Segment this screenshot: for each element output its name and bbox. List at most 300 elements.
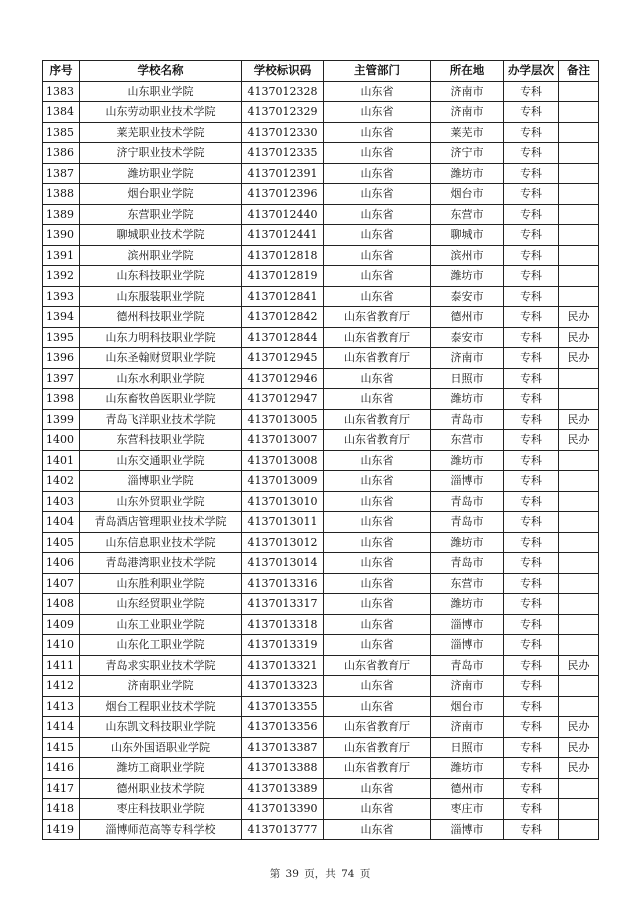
cell-level: 专科 xyxy=(504,307,559,328)
table-row xyxy=(43,81,599,102)
cell-department: 山东省 xyxy=(324,81,431,102)
cell-remark xyxy=(559,635,599,656)
cell-index: 1388 xyxy=(43,184,80,205)
cell-index: 1396 xyxy=(43,348,80,369)
cell-remark xyxy=(559,81,599,102)
cell-index: 1408 xyxy=(43,594,80,615)
cell-index: 1400 xyxy=(43,430,80,451)
cell-remark xyxy=(559,122,599,143)
cell-index: 1405 xyxy=(43,532,80,553)
cell-location: 潍坊市 xyxy=(431,389,504,410)
table-row xyxy=(43,676,599,697)
cell-location: 济南市 xyxy=(431,717,504,738)
cell-location: 烟台市 xyxy=(431,696,504,717)
cell-school-name: 青岛酒店管理职业技术学院 xyxy=(80,512,242,533)
cell-department: 山东省 xyxy=(324,245,431,266)
cell-school-name: 烟台职业学院 xyxy=(80,184,242,205)
cell-department: 山东省教育厅 xyxy=(324,655,431,676)
cell-level: 专科 xyxy=(504,676,559,697)
cell-school-name: 东营科技职业学院 xyxy=(80,430,242,451)
cell-school-name: 东营职业学院 xyxy=(80,204,242,225)
cell-department: 山东省 xyxy=(324,471,431,492)
cell-remark xyxy=(559,676,599,697)
footer-prefix: 第 xyxy=(269,868,281,880)
cell-remark: 民办 xyxy=(559,327,599,348)
cell-school-name: 山东职业学院 xyxy=(80,81,242,102)
cell-index: 1393 xyxy=(43,286,80,307)
cell-level: 专科 xyxy=(504,348,559,369)
table-row xyxy=(43,594,599,615)
cell-index: 1413 xyxy=(43,696,80,717)
cell-school-code: 4137012328 xyxy=(242,81,324,102)
table-row xyxy=(43,758,599,779)
header-index: 序号 xyxy=(43,61,80,82)
cell-level: 专科 xyxy=(504,327,559,348)
cell-school-code: 4137013777 xyxy=(242,819,324,840)
cell-school-code: 4137012819 xyxy=(242,266,324,287)
table-row xyxy=(43,696,599,717)
cell-location: 青岛市 xyxy=(431,655,504,676)
cell-school-name: 山东水利职业学院 xyxy=(80,368,242,389)
cell-school-name: 德州科技职业学院 xyxy=(80,307,242,328)
cell-level: 专科 xyxy=(504,286,559,307)
cell-location: 德州市 xyxy=(431,307,504,328)
cell-level: 专科 xyxy=(504,573,559,594)
cell-remark: 民办 xyxy=(559,430,599,451)
cell-location: 德州市 xyxy=(431,778,504,799)
cell-index: 1411 xyxy=(43,655,80,676)
cell-index: 1412 xyxy=(43,676,80,697)
table-row xyxy=(43,327,599,348)
cell-level: 专科 xyxy=(504,122,559,143)
cell-remark xyxy=(559,532,599,553)
cell-department: 山东省 xyxy=(324,676,431,697)
cell-remark: 民办 xyxy=(559,655,599,676)
cell-school-code: 4137012329 xyxy=(242,102,324,123)
cell-index: 1406 xyxy=(43,553,80,574)
cell-location: 日照市 xyxy=(431,737,504,758)
table-row xyxy=(43,184,599,205)
table-row xyxy=(43,368,599,389)
cell-level: 专科 xyxy=(504,512,559,533)
cell-school-name: 淄博职业学院 xyxy=(80,471,242,492)
cell-location: 潍坊市 xyxy=(431,532,504,553)
table-row xyxy=(43,655,599,676)
footer-page-number: 39 xyxy=(285,868,299,880)
cell-level: 专科 xyxy=(504,471,559,492)
cell-remark xyxy=(559,225,599,246)
cell-school-code: 4137012391 xyxy=(242,163,324,184)
cell-remark xyxy=(559,450,599,471)
table-row xyxy=(43,122,599,143)
cell-index: 1394 xyxy=(43,307,80,328)
table-row xyxy=(43,143,599,164)
cell-remark xyxy=(559,512,599,533)
table-row xyxy=(43,573,599,594)
cell-level: 专科 xyxy=(504,758,559,779)
cell-school-code: 4137012947 xyxy=(242,389,324,410)
cell-index: 1401 xyxy=(43,450,80,471)
cell-school-name: 山东科技职业学院 xyxy=(80,266,242,287)
cell-location: 泰安市 xyxy=(431,327,504,348)
cell-school-code: 4137013388 xyxy=(242,758,324,779)
cell-department: 山东省 xyxy=(324,143,431,164)
cell-department: 山东省教育厅 xyxy=(324,758,431,779)
cell-remark xyxy=(559,553,599,574)
cell-school-code: 4137012818 xyxy=(242,245,324,266)
cell-remark xyxy=(559,799,599,820)
cell-remark xyxy=(559,286,599,307)
cell-department: 山东省教育厅 xyxy=(324,327,431,348)
cell-remark xyxy=(559,471,599,492)
cell-school-code: 4137013318 xyxy=(242,614,324,635)
cell-remark xyxy=(559,102,599,123)
cell-remark xyxy=(559,143,599,164)
cell-level: 专科 xyxy=(504,491,559,512)
cell-level: 专科 xyxy=(504,204,559,225)
cell-index: 1414 xyxy=(43,717,80,738)
cell-department: 山东省 xyxy=(324,553,431,574)
cell-level: 专科 xyxy=(504,81,559,102)
table-row xyxy=(43,225,599,246)
cell-school-name: 青岛飞洋职业技术学院 xyxy=(80,409,242,430)
cell-remark: 民办 xyxy=(559,717,599,738)
table-row xyxy=(43,409,599,430)
cell-school-code: 4137013012 xyxy=(242,532,324,553)
table-row xyxy=(43,717,599,738)
cell-remark xyxy=(559,819,599,840)
cell-school-name: 枣庄科技职业学院 xyxy=(80,799,242,820)
cell-school-name: 山东圣翰财贸职业学院 xyxy=(80,348,242,369)
cell-school-code: 4137012440 xyxy=(242,204,324,225)
cell-remark xyxy=(559,696,599,717)
cell-location: 淄博市 xyxy=(431,614,504,635)
cell-school-name: 山东化工职业学院 xyxy=(80,635,242,656)
cell-school-code: 4137012330 xyxy=(242,122,324,143)
cell-location: 聊城市 xyxy=(431,225,504,246)
cell-school-code: 4137013390 xyxy=(242,799,324,820)
cell-location: 泰安市 xyxy=(431,286,504,307)
cell-school-code: 4137012396 xyxy=(242,184,324,205)
cell-department: 山东省 xyxy=(324,491,431,512)
cell-level: 专科 xyxy=(504,532,559,553)
cell-remark xyxy=(559,204,599,225)
cell-location: 潍坊市 xyxy=(431,594,504,615)
cell-location: 潍坊市 xyxy=(431,758,504,779)
cell-department: 山东省教育厅 xyxy=(324,409,431,430)
cell-level: 专科 xyxy=(504,450,559,471)
cell-index: 1392 xyxy=(43,266,80,287)
cell-school-code: 4137013005 xyxy=(242,409,324,430)
cell-remark: 民办 xyxy=(559,758,599,779)
cell-remark xyxy=(559,491,599,512)
cell-level: 专科 xyxy=(504,102,559,123)
table-row xyxy=(43,307,599,328)
table-row xyxy=(43,819,599,840)
cell-location: 济南市 xyxy=(431,102,504,123)
cell-index: 1390 xyxy=(43,225,80,246)
header-department: 主管部门 xyxy=(324,61,431,82)
cell-remark xyxy=(559,614,599,635)
cell-index: 1385 xyxy=(43,122,80,143)
cell-level: 专科 xyxy=(504,184,559,205)
cell-level: 专科 xyxy=(504,143,559,164)
cell-level: 专科 xyxy=(504,799,559,820)
cell-school-name: 滨州职业学院 xyxy=(80,245,242,266)
cell-school-name: 济南职业学院 xyxy=(80,676,242,697)
cell-department: 山东省教育厅 xyxy=(324,348,431,369)
cell-index: 1409 xyxy=(43,614,80,635)
cell-location: 日照市 xyxy=(431,368,504,389)
cell-level: 专科 xyxy=(504,635,559,656)
cell-level: 专科 xyxy=(504,778,559,799)
cell-department: 山东省 xyxy=(324,512,431,533)
table-row xyxy=(43,614,599,635)
cell-school-name: 山东外国语职业学院 xyxy=(80,737,242,758)
cell-location: 莱芜市 xyxy=(431,122,504,143)
cell-location: 淄博市 xyxy=(431,471,504,492)
cell-location: 济南市 xyxy=(431,81,504,102)
cell-department: 山东省 xyxy=(324,532,431,553)
cell-department: 山东省 xyxy=(324,594,431,615)
cell-location: 济宁市 xyxy=(431,143,504,164)
table-row xyxy=(43,737,599,758)
cell-school-code: 4137012945 xyxy=(242,348,324,369)
cell-remark xyxy=(559,778,599,799)
cell-school-code: 4137012844 xyxy=(242,327,324,348)
cell-school-code: 4137013356 xyxy=(242,717,324,738)
cell-location: 滨州市 xyxy=(431,245,504,266)
cell-location: 东营市 xyxy=(431,430,504,451)
cell-school-name: 山东外贸职业学院 xyxy=(80,491,242,512)
cell-school-code: 4137012842 xyxy=(242,307,324,328)
cell-school-code: 4137013010 xyxy=(242,491,324,512)
cell-location: 青岛市 xyxy=(431,409,504,430)
cell-department: 山东省 xyxy=(324,102,431,123)
table-row xyxy=(43,532,599,553)
cell-department: 山东省 xyxy=(324,696,431,717)
cell-location: 潍坊市 xyxy=(431,266,504,287)
cell-index: 1386 xyxy=(43,143,80,164)
cell-school-name: 济宁职业技术学院 xyxy=(80,143,242,164)
cell-department: 山东省 xyxy=(324,266,431,287)
cell-department: 山东省教育厅 xyxy=(324,717,431,738)
cell-location: 济南市 xyxy=(431,348,504,369)
cell-department: 山东省 xyxy=(324,778,431,799)
cell-school-name: 青岛求实职业技术学院 xyxy=(80,655,242,676)
cell-location: 淄博市 xyxy=(431,819,504,840)
table-row xyxy=(43,348,599,369)
cell-department: 山东省 xyxy=(324,286,431,307)
table-row xyxy=(43,102,599,123)
cell-location: 烟台市 xyxy=(431,184,504,205)
cell-index: 1416 xyxy=(43,758,80,779)
cell-school-name: 山东服装职业学院 xyxy=(80,286,242,307)
cell-location: 青岛市 xyxy=(431,491,504,512)
header-level: 办学层次 xyxy=(504,61,559,82)
cell-school-name: 淄博师范高等专科学校 xyxy=(80,819,242,840)
header-remark: 备注 xyxy=(559,61,599,82)
cell-department: 山东省 xyxy=(324,163,431,184)
cell-department: 山东省 xyxy=(324,389,431,410)
cell-level: 专科 xyxy=(504,368,559,389)
cell-level: 专科 xyxy=(504,614,559,635)
footer-suffix: 页 xyxy=(359,868,371,880)
page-footer xyxy=(0,866,640,881)
cell-remark xyxy=(559,163,599,184)
table-row xyxy=(43,512,599,533)
cell-department: 山东省 xyxy=(324,450,431,471)
cell-remark: 民办 xyxy=(559,307,599,328)
cell-location: 青岛市 xyxy=(431,553,504,574)
cell-index: 1398 xyxy=(43,389,80,410)
cell-department: 山东省 xyxy=(324,799,431,820)
cell-level: 专科 xyxy=(504,655,559,676)
cell-location: 青岛市 xyxy=(431,512,504,533)
cell-department: 山东省 xyxy=(324,573,431,594)
cell-remark xyxy=(559,245,599,266)
cell-index: 1383 xyxy=(43,81,80,102)
cell-remark xyxy=(559,573,599,594)
cell-level: 专科 xyxy=(504,225,559,246)
cell-school-name: 德州职业技术学院 xyxy=(80,778,242,799)
cell-remark xyxy=(559,389,599,410)
school-list-page xyxy=(42,60,598,840)
cell-school-code: 4137013389 xyxy=(242,778,324,799)
cell-school-code: 4137013011 xyxy=(242,512,324,533)
cell-school-name: 莱芜职业技术学院 xyxy=(80,122,242,143)
cell-school-name: 山东经贸职业学院 xyxy=(80,594,242,615)
cell-department: 山东省 xyxy=(324,819,431,840)
cell-school-code: 4137013387 xyxy=(242,737,324,758)
cell-level: 专科 xyxy=(504,266,559,287)
cell-department: 山东省 xyxy=(324,614,431,635)
cell-index: 1404 xyxy=(43,512,80,533)
cell-school-name: 山东工业职业学院 xyxy=(80,614,242,635)
cell-index: 1415 xyxy=(43,737,80,758)
cell-department: 山东省 xyxy=(324,122,431,143)
cell-level: 专科 xyxy=(504,409,559,430)
cell-school-code: 4137013316 xyxy=(242,573,324,594)
cell-department: 山东省 xyxy=(324,225,431,246)
cell-index: 1410 xyxy=(43,635,80,656)
cell-school-name: 山东凯文科技职业学院 xyxy=(80,717,242,738)
cell-index: 1387 xyxy=(43,163,80,184)
cell-school-name: 山东劳动职业技术学院 xyxy=(80,102,242,123)
table-row xyxy=(43,266,599,287)
cell-level: 专科 xyxy=(504,430,559,451)
table-header-row xyxy=(43,61,599,82)
cell-department: 山东省教育厅 xyxy=(324,430,431,451)
cell-department: 山东省教育厅 xyxy=(324,737,431,758)
cell-level: 专科 xyxy=(504,553,559,574)
cell-index: 1384 xyxy=(43,102,80,123)
cell-index: 1419 xyxy=(43,819,80,840)
cell-department: 山东省 xyxy=(324,368,431,389)
cell-school-code: 4137013319 xyxy=(242,635,324,656)
cell-index: 1399 xyxy=(43,409,80,430)
table-row xyxy=(43,286,599,307)
cell-index: 1417 xyxy=(43,778,80,799)
cell-remark xyxy=(559,368,599,389)
cell-department: 山东省 xyxy=(324,635,431,656)
cell-school-name: 潍坊职业学院 xyxy=(80,163,242,184)
table-row xyxy=(43,430,599,451)
cell-school-name: 山东畜牧兽医职业学院 xyxy=(80,389,242,410)
cell-school-code: 4137012335 xyxy=(242,143,324,164)
cell-school-name: 青岛港湾职业技术学院 xyxy=(80,553,242,574)
school-table xyxy=(42,60,599,840)
header-location: 所在地 xyxy=(431,61,504,82)
cell-location: 潍坊市 xyxy=(431,163,504,184)
cell-school-code: 4137013355 xyxy=(242,696,324,717)
cell-school-code: 4137012841 xyxy=(242,286,324,307)
cell-school-code: 4137013009 xyxy=(242,471,324,492)
cell-index: 1418 xyxy=(43,799,80,820)
table-row xyxy=(43,778,599,799)
table-row xyxy=(43,471,599,492)
cell-school-name: 山东力明科技职业学院 xyxy=(80,327,242,348)
cell-remark xyxy=(559,594,599,615)
cell-level: 专科 xyxy=(504,819,559,840)
cell-school-code: 4137013007 xyxy=(242,430,324,451)
cell-index: 1407 xyxy=(43,573,80,594)
cell-remark: 民办 xyxy=(559,409,599,430)
table-row xyxy=(43,450,599,471)
cell-school-code: 4137012946 xyxy=(242,368,324,389)
cell-school-code: 4137013323 xyxy=(242,676,324,697)
cell-index: 1397 xyxy=(43,368,80,389)
cell-location: 枣庄市 xyxy=(431,799,504,820)
cell-school-name: 潍坊工商职业学院 xyxy=(80,758,242,779)
footer-total-pages: 74 xyxy=(341,868,355,880)
cell-index: 1391 xyxy=(43,245,80,266)
table-row xyxy=(43,389,599,410)
table-body xyxy=(43,81,599,840)
table-row xyxy=(43,204,599,225)
cell-level: 专科 xyxy=(504,717,559,738)
table-row xyxy=(43,553,599,574)
cell-index: 1389 xyxy=(43,204,80,225)
cell-index: 1403 xyxy=(43,491,80,512)
cell-remark xyxy=(559,266,599,287)
cell-school-name: 聊城职业技术学院 xyxy=(80,225,242,246)
table-row xyxy=(43,491,599,512)
cell-level: 专科 xyxy=(504,245,559,266)
cell-level: 专科 xyxy=(504,737,559,758)
cell-school-code: 4137013008 xyxy=(242,450,324,471)
cell-level: 专科 xyxy=(504,163,559,184)
cell-level: 专科 xyxy=(504,696,559,717)
cell-location: 潍坊市 xyxy=(431,450,504,471)
table-row xyxy=(43,799,599,820)
cell-school-name: 山东信息职业技术学院 xyxy=(80,532,242,553)
cell-location: 济南市 xyxy=(431,676,504,697)
cell-department: 山东省 xyxy=(324,184,431,205)
cell-school-name: 山东交通职业学院 xyxy=(80,450,242,471)
header-school-code: 学校标识码 xyxy=(242,61,324,82)
cell-school-name: 山东胜利职业学院 xyxy=(80,573,242,594)
cell-school-code: 4137012441 xyxy=(242,225,324,246)
cell-level: 专科 xyxy=(504,594,559,615)
cell-remark xyxy=(559,184,599,205)
cell-location: 东营市 xyxy=(431,204,504,225)
cell-department: 山东省教育厅 xyxy=(324,307,431,328)
cell-remark: 民办 xyxy=(559,737,599,758)
cell-school-code: 4137013014 xyxy=(242,553,324,574)
cell-location: 东营市 xyxy=(431,573,504,594)
table-row xyxy=(43,163,599,184)
